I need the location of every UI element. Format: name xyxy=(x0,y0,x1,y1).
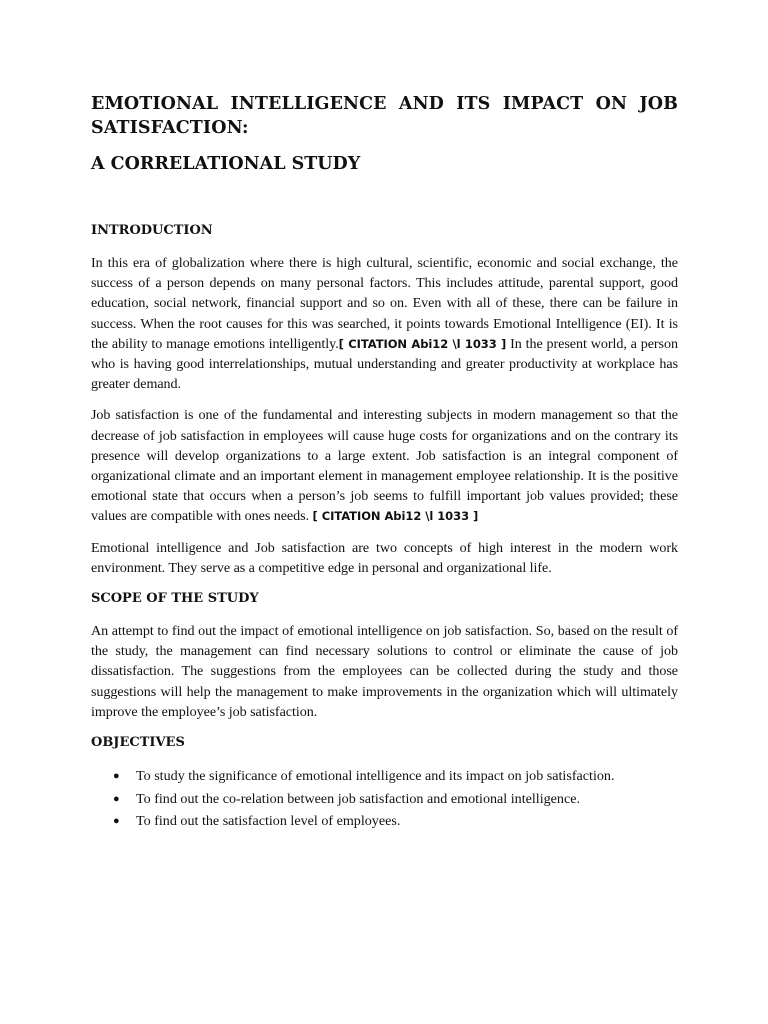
list-item-text: To find out the co-relation between job satisfaction and emotional intelligence. xyxy=(136,790,581,807)
paragraph-text: In the present world, a person who is having good interrelationships, mutual understanding and greater productivity at workplace has greater demand. xyxy=(91,335,678,393)
list-item-text: To study the significance of emotional intelligence and its impact on job satisfaction. xyxy=(136,768,615,785)
introduction-paragraph-1 xyxy=(91,253,678,394)
introduction-paragraph-3: Emotional intelligence and Job satisfaction are two concepts of high interest in the modern work environment. They serve as a competitive edge in personal and organizational life. xyxy=(91,539,678,576)
introduction-section xyxy=(91,221,678,578)
document-subtitle: A CORRELATIONAL STUDY xyxy=(91,154,361,174)
scope-heading: SCOPE OF THE STUDY xyxy=(91,591,259,607)
bullet-icon: ● xyxy=(113,770,120,783)
objectives-list xyxy=(91,765,678,833)
list-item xyxy=(91,810,678,833)
bullet-icon: ● xyxy=(113,815,120,828)
scope-paragraph: An attempt to find out the impact of emotional intelligence on job satisfaction. So, based on the result of the study, the management can find necessary solutions to control or eliminate the cause of job dissatisfaction. The suggestions from the employees can be collected during the study and those suggestions will help the management to make improvements in the organization which will ultimately improve the employee’s job satisfaction. xyxy=(91,623,678,720)
scope-section xyxy=(91,589,678,722)
objectives-section xyxy=(91,733,678,833)
paragraph-text: Job satisfaction is one of the fundamental and interesting subjects in modern management so that the decrease of job satisfaction in employees will cause huge costs for organizations and on the contrary its presence will develop organizations to a large extent. Job satisfaction is an integral component of organizational climate and an important element in management employee relationship. It is the positive emotional state that occurs when a person’s job seems to fulfill important job values provided; these values are compatible with ones needs. xyxy=(91,407,678,525)
citation-field: [ CITATION Abi12 \l 1033 ] xyxy=(312,509,479,524)
introduction-heading: INTRODUCTION xyxy=(91,223,213,238)
bullet-icon: ● xyxy=(113,792,120,805)
list-item xyxy=(91,765,678,788)
objectives-heading: OBJECTIVES xyxy=(91,735,185,751)
list-item xyxy=(91,788,678,811)
paragraph-text: In this era of globalization where there is high cultural, scientific, economic and social exchange, the success of a person depends on many personal factors. This includes attitude, parental support, good education, social network, financial support and so on. Even with all of these, there can be failure in success. When the root causes for this was searched, it points towards Emotional Intelligence (EI). It is the ability to manage emotions intelligently. xyxy=(91,255,678,352)
document-title: EMOTIONAL INTELLIGENCE AND ITS IMPACT ON JOB SATISFACTION: xyxy=(91,94,678,138)
introduction-paragraph-2 xyxy=(91,405,678,526)
citation-field: [ CITATION Abi12 \l 1033 ] xyxy=(338,336,507,351)
list-item-text: To find out the satisfaction level of employees. xyxy=(136,813,401,830)
